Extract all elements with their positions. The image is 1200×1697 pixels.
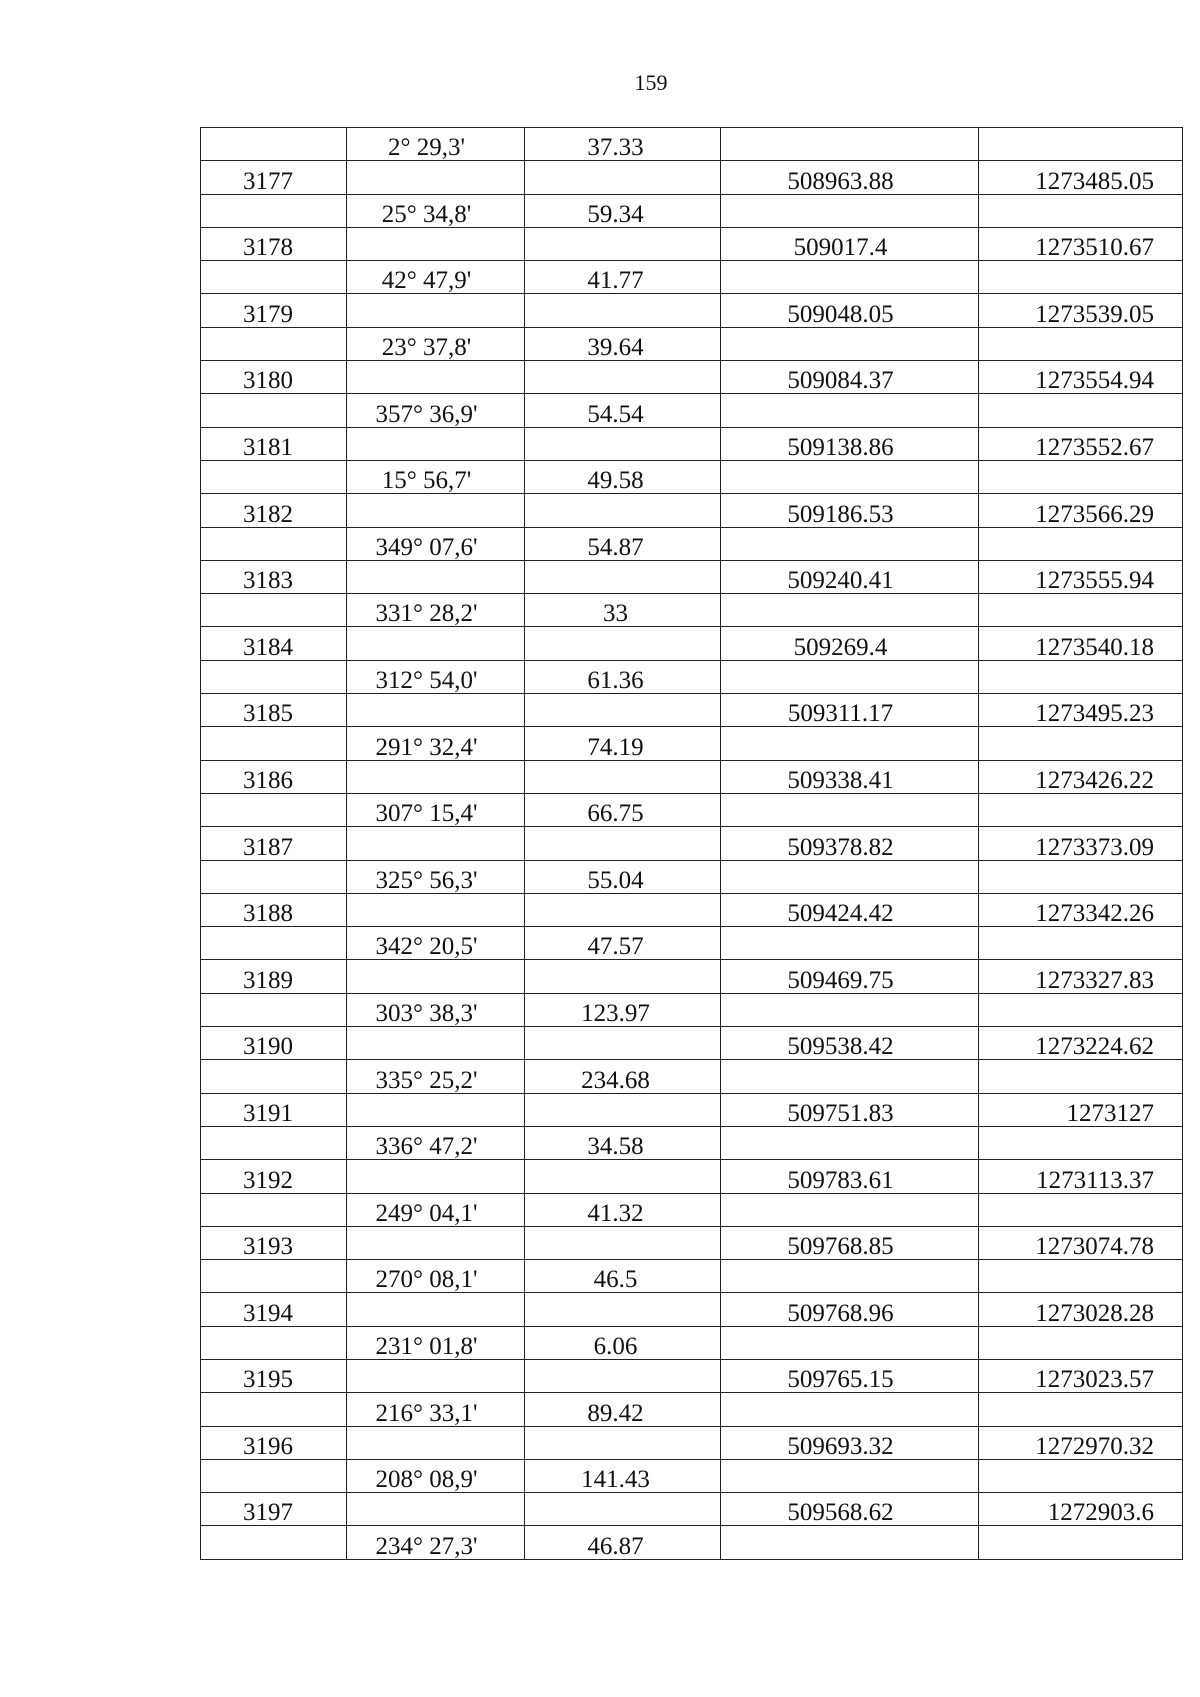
x-coordinate-cell	[721, 927, 979, 960]
distance-cell	[525, 1027, 721, 1060]
distance-cell	[525, 1293, 721, 1326]
distance-cell: 141.43	[525, 1459, 721, 1492]
distance-cell: 39.64	[525, 327, 721, 360]
x-coordinate-cell: 509240.41	[721, 560, 979, 593]
table-row	[201, 460, 1183, 493]
distance-cell	[525, 627, 721, 660]
direction-angle-cell: 291° 32,4'	[347, 727, 525, 760]
distance-cell: 33	[525, 594, 721, 627]
distance-cell: 6.06	[525, 1326, 721, 1359]
table-row	[201, 1359, 1183, 1392]
y-coordinate-cell	[979, 993, 1183, 1026]
point-number-cell	[201, 394, 347, 427]
point-number-cell	[201, 1193, 347, 1226]
direction-angle-cell: 331° 28,2'	[347, 594, 525, 627]
point-number-cell: 3194	[201, 1293, 347, 1326]
y-coordinate-cell	[979, 727, 1183, 760]
distance-cell	[525, 361, 721, 394]
x-coordinate-cell: 509783.61	[721, 1160, 979, 1193]
distance-cell	[525, 1493, 721, 1526]
direction-angle-cell	[347, 227, 525, 260]
distance-cell	[525, 760, 721, 793]
x-coordinate-cell: 509378.82	[721, 827, 979, 860]
x-coordinate-cell: 509138.86	[721, 427, 979, 460]
point-number-cell: 3179	[201, 294, 347, 327]
x-coordinate-cell: 509765.15	[721, 1359, 979, 1392]
direction-angle-cell: 42° 47,9'	[347, 261, 525, 294]
table-row	[201, 660, 1183, 693]
distance-cell	[525, 227, 721, 260]
direction-angle-cell: 249° 04,1'	[347, 1193, 525, 1226]
point-number-cell	[201, 327, 347, 360]
point-number-cell: 3196	[201, 1426, 347, 1459]
point-number-cell: 3184	[201, 627, 347, 660]
y-coordinate-cell	[979, 128, 1183, 161]
x-coordinate-cell	[721, 194, 979, 227]
point-number-cell	[201, 1126, 347, 1159]
distance-cell: 46.87	[525, 1526, 721, 1559]
direction-angle-cell: 335° 25,2'	[347, 1060, 525, 1093]
x-coordinate-cell	[721, 1126, 979, 1159]
distance-cell: 61.36	[525, 660, 721, 693]
distance-cell	[525, 960, 721, 993]
y-coordinate-cell: 1273373.09	[979, 827, 1183, 860]
x-coordinate-cell	[721, 993, 979, 1026]
direction-angle-cell	[347, 1359, 525, 1392]
distance-cell	[525, 827, 721, 860]
table-row	[201, 527, 1183, 560]
table-row	[201, 1293, 1183, 1326]
x-coordinate-cell	[721, 327, 979, 360]
distance-cell	[525, 1160, 721, 1193]
direction-angle-cell	[347, 627, 525, 660]
y-coordinate-cell: 1273426.22	[979, 760, 1183, 793]
point-number-cell	[201, 660, 347, 693]
y-coordinate-cell	[979, 394, 1183, 427]
distance-cell	[525, 427, 721, 460]
y-coordinate-cell	[979, 1060, 1183, 1093]
table-row	[201, 1260, 1183, 1293]
distance-cell: 41.77	[525, 261, 721, 294]
distance-cell: 54.87	[525, 527, 721, 560]
table-row	[201, 727, 1183, 760]
table-row	[201, 1526, 1183, 1559]
table-row	[201, 194, 1183, 227]
distance-cell	[525, 694, 721, 727]
x-coordinate-cell: 509751.83	[721, 1093, 979, 1126]
table-row	[201, 227, 1183, 260]
distance-cell: 59.34	[525, 194, 721, 227]
distance-cell: 34.58	[525, 1126, 721, 1159]
x-coordinate-cell: 509269.4	[721, 627, 979, 660]
y-coordinate-cell: 1273113.37	[979, 1160, 1183, 1193]
x-coordinate-cell	[721, 1459, 979, 1492]
point-number-cell	[201, 1526, 347, 1559]
point-number-cell	[201, 1459, 347, 1492]
distance-cell	[525, 161, 721, 194]
y-coordinate-cell: 1273074.78	[979, 1226, 1183, 1259]
point-number-cell	[201, 860, 347, 893]
y-coordinate-cell	[979, 1326, 1183, 1359]
x-coordinate-cell	[721, 1260, 979, 1293]
y-coordinate-cell	[979, 1393, 1183, 1426]
direction-angle-cell	[347, 427, 525, 460]
x-coordinate-cell: 509568.62	[721, 1493, 979, 1526]
direction-angle-cell: 208° 08,9'	[347, 1459, 525, 1492]
table-row	[201, 1193, 1183, 1226]
x-coordinate-cell: 509768.96	[721, 1293, 979, 1326]
point-number-cell	[201, 1393, 347, 1426]
table-row	[201, 1226, 1183, 1259]
point-number-cell	[201, 1060, 347, 1093]
distance-cell: 66.75	[525, 793, 721, 826]
point-number-cell: 3188	[201, 893, 347, 926]
point-number-cell: 3191	[201, 1093, 347, 1126]
x-coordinate-cell	[721, 860, 979, 893]
point-number-cell	[201, 194, 347, 227]
direction-angle-cell: 25° 34,8'	[347, 194, 525, 227]
y-coordinate-cell: 1273023.57	[979, 1359, 1183, 1392]
y-coordinate-cell: 1273224.62	[979, 1027, 1183, 1060]
table-row	[201, 1393, 1183, 1426]
distance-cell	[525, 494, 721, 527]
point-number-cell	[201, 460, 347, 493]
point-number-cell	[201, 527, 347, 560]
x-coordinate-cell	[721, 793, 979, 826]
x-coordinate-cell	[721, 460, 979, 493]
direction-angle-cell	[347, 361, 525, 394]
x-coordinate-cell: 509424.42	[721, 893, 979, 926]
x-coordinate-cell	[721, 1326, 979, 1359]
point-number-cell	[201, 993, 347, 1026]
x-coordinate-cell	[721, 660, 979, 693]
point-number-cell: 3195	[201, 1359, 347, 1392]
direction-angle-cell	[347, 1160, 525, 1193]
table-row	[201, 394, 1183, 427]
direction-angle-cell	[347, 960, 525, 993]
x-coordinate-cell	[721, 727, 979, 760]
x-coordinate-cell	[721, 1060, 979, 1093]
y-coordinate-cell: 1273554.94	[979, 361, 1183, 394]
table-row	[201, 1160, 1183, 1193]
point-number-cell: 3186	[201, 760, 347, 793]
distance-cell: 234.68	[525, 1060, 721, 1093]
table-row	[201, 1093, 1183, 1126]
point-number-cell: 3181	[201, 427, 347, 460]
y-coordinate-cell: 1273342.26	[979, 893, 1183, 926]
direction-angle-cell	[347, 560, 525, 593]
point-number-cell: 3187	[201, 827, 347, 860]
table-row	[201, 1326, 1183, 1359]
point-number-cell	[201, 128, 347, 161]
direction-angle-cell: 312° 54,0'	[347, 660, 525, 693]
x-coordinate-cell: 509017.4	[721, 227, 979, 260]
y-coordinate-cell	[979, 527, 1183, 560]
x-coordinate-cell: 509693.32	[721, 1426, 979, 1459]
direction-angle-cell: 15° 56,7'	[347, 460, 525, 493]
table-row	[201, 960, 1183, 993]
table-row	[201, 494, 1183, 527]
point-number-cell	[201, 927, 347, 960]
direction-angle-cell	[347, 161, 525, 194]
distance-cell: 74.19	[525, 727, 721, 760]
y-coordinate-cell: 1273539.05	[979, 294, 1183, 327]
x-coordinate-cell: 509768.85	[721, 1226, 979, 1259]
table-row	[201, 1426, 1183, 1459]
point-number-cell: 3183	[201, 560, 347, 593]
distance-cell	[525, 1093, 721, 1126]
x-coordinate-cell	[721, 594, 979, 627]
direction-angle-cell: 303° 38,3'	[347, 993, 525, 1026]
point-number-cell	[201, 727, 347, 760]
x-coordinate-cell: 509048.05	[721, 294, 979, 327]
x-coordinate-cell: 509469.75	[721, 960, 979, 993]
table-row	[201, 327, 1183, 360]
distance-cell: 37.33	[525, 128, 721, 161]
y-coordinate-cell	[979, 327, 1183, 360]
distance-cell: 41.32	[525, 1193, 721, 1226]
x-coordinate-cell	[721, 527, 979, 560]
distance-cell: 89.42	[525, 1393, 721, 1426]
x-coordinate-cell	[721, 1526, 979, 1559]
y-coordinate-cell	[979, 1193, 1183, 1226]
y-coordinate-cell	[979, 1459, 1183, 1492]
y-coordinate-cell	[979, 860, 1183, 893]
table-row	[201, 1493, 1183, 1526]
y-coordinate-cell	[979, 660, 1183, 693]
y-coordinate-cell	[979, 1526, 1183, 1559]
y-coordinate-cell: 1273028.28	[979, 1293, 1183, 1326]
y-coordinate-cell: 1273495.23	[979, 694, 1183, 727]
point-number-cell: 3193	[201, 1226, 347, 1259]
direction-angle-cell: 336° 47,2'	[347, 1126, 525, 1159]
point-number-cell: 3190	[201, 1027, 347, 1060]
point-number-cell	[201, 261, 347, 294]
x-coordinate-cell	[721, 261, 979, 294]
y-coordinate-cell: 1273485.05	[979, 161, 1183, 194]
point-number-cell: 3192	[201, 1160, 347, 1193]
distance-cell	[525, 294, 721, 327]
table-row	[201, 1126, 1183, 1159]
point-number-cell: 3178	[201, 227, 347, 260]
direction-angle-cell: 307° 15,4'	[347, 793, 525, 826]
direction-angle-cell: 342° 20,5'	[347, 927, 525, 960]
x-coordinate-cell: 509186.53	[721, 494, 979, 527]
point-number-cell: 3197	[201, 1493, 347, 1526]
distance-cell: 46.5	[525, 1260, 721, 1293]
point-number-cell: 3185	[201, 694, 347, 727]
table-row	[201, 427, 1183, 460]
direction-angle-cell: 325° 56,3'	[347, 860, 525, 893]
point-number-cell: 3177	[201, 161, 347, 194]
table-row	[201, 161, 1183, 194]
point-number-cell	[201, 1326, 347, 1359]
y-coordinate-cell	[979, 261, 1183, 294]
table-row	[201, 993, 1183, 1026]
table-row	[201, 128, 1183, 161]
x-coordinate-cell: 509084.37	[721, 361, 979, 394]
table-row	[201, 627, 1183, 660]
table-row	[201, 927, 1183, 960]
table-row	[201, 261, 1183, 294]
y-coordinate-cell	[979, 927, 1183, 960]
direction-angle-cell	[347, 893, 525, 926]
table-row	[201, 860, 1183, 893]
x-coordinate-cell	[721, 1393, 979, 1426]
coordinates-table	[200, 127, 1183, 1560]
y-coordinate-cell: 1273555.94	[979, 560, 1183, 593]
direction-angle-cell	[347, 1493, 525, 1526]
direction-angle-cell: 357° 36,9'	[347, 394, 525, 427]
y-coordinate-cell	[979, 1260, 1183, 1293]
table-row	[201, 827, 1183, 860]
y-coordinate-cell: 1272903.6	[979, 1493, 1183, 1526]
y-coordinate-cell: 1273327.83	[979, 960, 1183, 993]
x-coordinate-cell: 509338.41	[721, 760, 979, 793]
table-row	[201, 1459, 1183, 1492]
distance-cell: 49.58	[525, 460, 721, 493]
table-row	[201, 760, 1183, 793]
table-row	[201, 893, 1183, 926]
y-coordinate-cell	[979, 1126, 1183, 1159]
point-number-cell	[201, 594, 347, 627]
table-row	[201, 793, 1183, 826]
y-coordinate-cell	[979, 793, 1183, 826]
direction-angle-cell	[347, 294, 525, 327]
x-coordinate-cell: 508963.88	[721, 161, 979, 194]
distance-cell	[525, 1426, 721, 1459]
direction-angle-cell: 23° 37,8'	[347, 327, 525, 360]
y-coordinate-cell: 1273127	[979, 1093, 1183, 1126]
table-row	[201, 1027, 1183, 1060]
y-coordinate-cell: 1273552.67	[979, 427, 1183, 460]
direction-angle-cell: 216° 33,1'	[347, 1393, 525, 1426]
table-row	[201, 594, 1183, 627]
direction-angle-cell: 349° 07,6'	[347, 527, 525, 560]
direction-angle-cell	[347, 1226, 525, 1259]
direction-angle-cell	[347, 1093, 525, 1126]
distance-cell	[525, 1226, 721, 1259]
point-number-cell	[201, 793, 347, 826]
distance-cell	[525, 560, 721, 593]
y-coordinate-cell: 1273540.18	[979, 627, 1183, 660]
distance-cell: 47.57	[525, 927, 721, 960]
y-coordinate-cell: 1273566.29	[979, 494, 1183, 527]
direction-angle-cell	[347, 827, 525, 860]
table-row	[201, 361, 1183, 394]
direction-angle-cell: 234° 27,3'	[347, 1526, 525, 1559]
x-coordinate-cell	[721, 128, 979, 161]
direction-angle-cell	[347, 494, 525, 527]
direction-angle-cell	[347, 694, 525, 727]
distance-cell	[525, 1359, 721, 1392]
direction-angle-cell: 270° 08,1'	[347, 1260, 525, 1293]
x-coordinate-cell: 509538.42	[721, 1027, 979, 1060]
direction-angle-cell	[347, 1293, 525, 1326]
table-row	[201, 294, 1183, 327]
distance-cell: 123.97	[525, 993, 721, 1026]
table-row	[201, 694, 1183, 727]
distance-cell	[525, 893, 721, 926]
direction-angle-cell	[347, 1426, 525, 1459]
point-number-cell: 3182	[201, 494, 347, 527]
x-coordinate-cell	[721, 1193, 979, 1226]
table-row	[201, 1060, 1183, 1093]
distance-cell: 55.04	[525, 860, 721, 893]
x-coordinate-cell: 509311.17	[721, 694, 979, 727]
coordinates-table-body	[201, 128, 1183, 1560]
y-coordinate-cell	[979, 460, 1183, 493]
y-coordinate-cell: 1273510.67	[979, 227, 1183, 260]
direction-angle-cell	[347, 1027, 525, 1060]
y-coordinate-cell	[979, 594, 1183, 627]
distance-cell: 54.54	[525, 394, 721, 427]
direction-angle-cell: 231° 01,8'	[347, 1326, 525, 1359]
direction-angle-cell	[347, 760, 525, 793]
table-row	[201, 560, 1183, 593]
point-number-cell: 3180	[201, 361, 347, 394]
point-number-cell	[201, 1260, 347, 1293]
y-coordinate-cell	[979, 194, 1183, 227]
x-coordinate-cell	[721, 394, 979, 427]
direction-angle-cell: 2° 29,3'	[347, 128, 525, 161]
page-number: 159	[634, 70, 668, 95]
y-coordinate-cell: 1272970.32	[979, 1426, 1183, 1459]
point-number-cell: 3189	[201, 960, 347, 993]
